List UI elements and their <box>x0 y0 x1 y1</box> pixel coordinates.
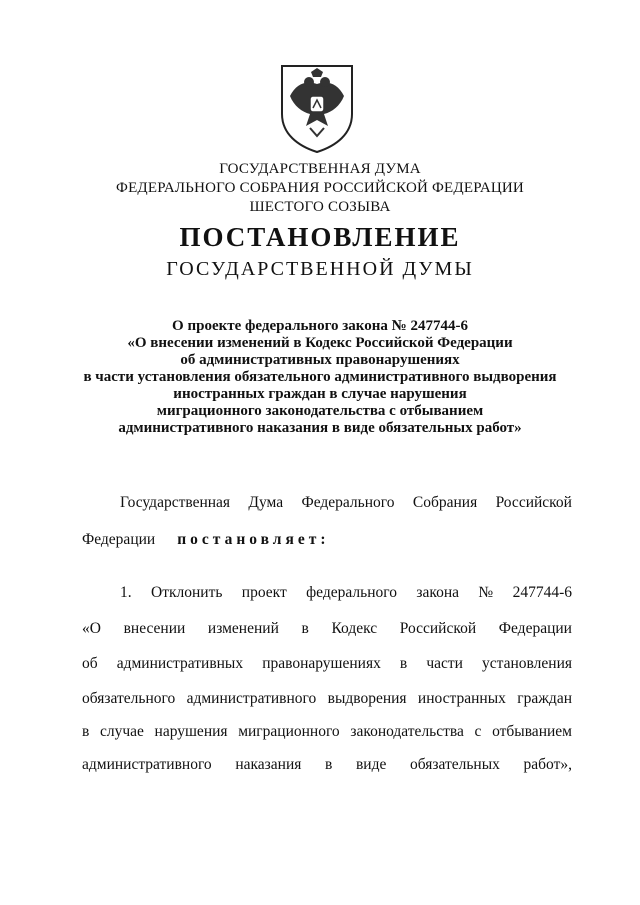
subject-line-5: иностранных граждан в случае нарушения <box>173 386 467 402</box>
word: изменений <box>207 620 279 637</box>
word: Собрания <box>412 494 478 511</box>
word: проект <box>241 584 287 601</box>
word: случае <box>99 723 144 740</box>
word: Дума <box>248 494 284 511</box>
organization-block <box>0 160 640 217</box>
body-line <box>82 723 572 741</box>
body-line <box>82 655 572 673</box>
subject-block <box>0 318 640 437</box>
word: части <box>426 655 463 672</box>
word: административного <box>186 690 317 707</box>
word: в <box>301 620 309 637</box>
word: иностранных <box>417 690 506 707</box>
body-line <box>82 690 572 708</box>
word: выдворения <box>327 690 407 707</box>
org-line-2: ФЕДЕРАЛЬНОГО СОБРАНИЯ РОССИЙСКОЙ ФЕДЕРАЦИИ <box>116 180 524 196</box>
word: федерального <box>306 584 397 601</box>
word: с <box>474 723 482 740</box>
body-line <box>82 531 572 549</box>
word: наказания <box>235 756 302 773</box>
word: внесении <box>123 620 186 637</box>
word: законодательства <box>350 723 464 740</box>
word: в <box>399 655 408 672</box>
subject-line-2: «О внесении изменений в Кодекс Российской Федерации <box>127 335 513 351</box>
word: установления <box>482 655 572 672</box>
word: правонарушениях <box>262 655 381 672</box>
word: в <box>325 756 333 773</box>
body-line <box>120 494 572 512</box>
word: Федерации <box>498 620 572 637</box>
word: Кодекс <box>331 620 378 637</box>
subject-line-1: О проекте федерального закона № 247744-6 <box>172 318 468 334</box>
word: граждан <box>517 690 572 707</box>
word: в <box>82 723 90 740</box>
org-line-3: ШЕСТОГО СОЗЫВА <box>249 199 391 215</box>
word: административного <box>82 756 212 773</box>
word: обязательного <box>82 690 176 707</box>
word: обязательных <box>409 756 500 773</box>
word: нарушения <box>154 723 228 740</box>
word: Отклонить <box>151 584 223 601</box>
word: Российской <box>495 494 572 511</box>
word: Федерации <box>82 531 156 548</box>
word: Российской <box>399 620 477 637</box>
document-title: ПОСТАНОВЛЕНИЕ <box>179 222 461 252</box>
document-subtitle: ГОСУДАРСТВЕННОЙ ДУМЫ <box>166 258 474 280</box>
word: «О <box>82 620 101 637</box>
subject-line-7: административного наказания в виде обязательных работ» <box>118 420 522 436</box>
word: № <box>478 584 494 601</box>
word: отбыванием <box>492 723 572 740</box>
word: закона <box>416 584 460 601</box>
word: миграционного <box>238 723 340 740</box>
body-line <box>82 620 572 638</box>
body-line <box>82 756 572 774</box>
subject-line-3: об административных правонарушениях <box>180 352 460 368</box>
coat-of-arms-emblem <box>276 62 358 154</box>
word: работ», <box>523 756 572 773</box>
word: об <box>82 655 98 672</box>
subject-line-4: в части установления обязательного административного выдворения <box>83 369 557 385</box>
body-line <box>120 584 572 602</box>
org-line-1: ГОСУДАРСТВЕННАЯ ДУМА <box>219 161 421 177</box>
word: Государственная <box>120 494 231 511</box>
word: 247744-6 <box>512 584 572 601</box>
subject-line-6: миграционного законодательства с отбыванием <box>156 403 484 419</box>
word: административных <box>116 655 244 672</box>
word: 1. <box>120 584 132 601</box>
word: Федерального <box>301 494 395 511</box>
word: виде <box>355 756 387 773</box>
resolves-word: постановляет: <box>177 531 330 548</box>
